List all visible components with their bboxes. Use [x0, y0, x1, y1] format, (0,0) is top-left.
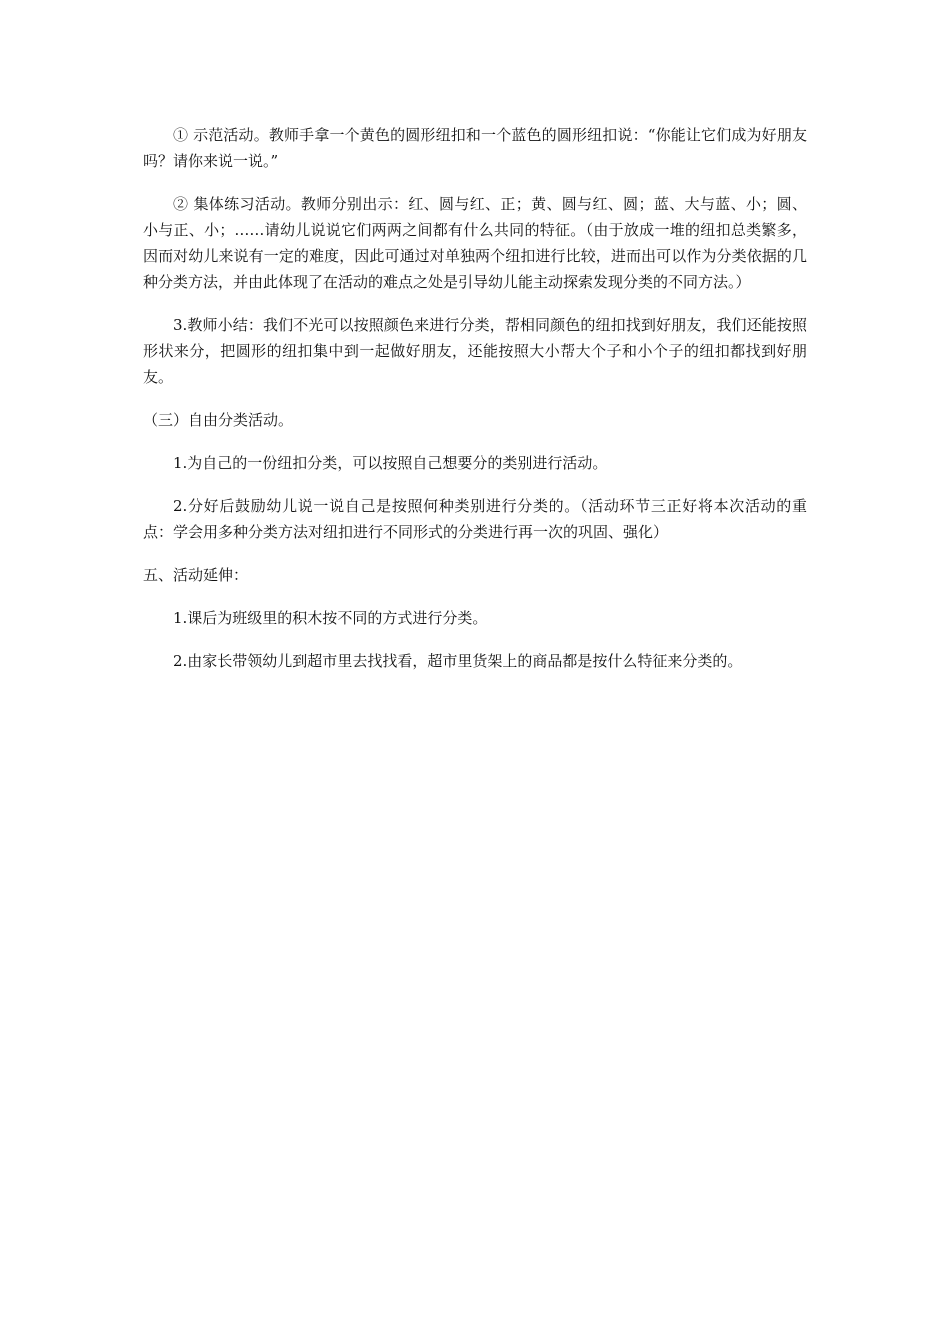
paragraph-free-step-2: 2.分好后鼓励幼儿说一说自己是按照何种类别进行分类的。（活动环节三正好将本次活动的重点：学会用多种分类方法对纽扣进行不同形式的分类进行再一次的巩固、强化） — [143, 497, 807, 541]
section-heading-extension: 五、活动延伸： — [143, 566, 249, 584]
paragraph-group-practice: ② 集体练习活动。教师分别出示：红、圆与红、正；黄、圆与红、圆；蓝、大与蓝、小；圆、小与正、小；……请幼儿说说它们两两之间都有什么共同的特征。（由于放成一堆的纽扣总类繁多，因而对幼儿来说有一定的难度，因此可通过对单独两个纽扣进行比较，进而出可以作为分类依据的几种分类方法，并由此体现了在活动的难点之处是引导幼儿能主动探索发现分类的不同方法。） — [143, 195, 807, 291]
paragraph-free-step-1: 1.为自己的一份纽扣分类，可以按照自己想要分的类别进行活动。 — [173, 454, 608, 472]
paragraph-demo-activity: ① 示范活动。教师手拿一个黄色的圆形纽扣和一个蓝色的圆形纽扣说：“你能让它们成为好朋友吗？请你来说一说。” — [143, 126, 807, 170]
paragraph-extension-2: 2.由家长带领幼儿到超市里去找找看，超市里货架上的商品都是按什么特征来分类的。 — [173, 652, 743, 670]
section-heading-free-classification: （三）自由分类活动。 — [143, 411, 294, 429]
paragraph-teacher-summary: 3.教师小结：我们不光可以按照颜色来进行分类，帮相同颜色的纽扣找到好朋友，我们还能按照形状来分，把圆形的纽扣集中到一起做好朋友，还能按照大小帮大个子和小个子的纽扣都找到好朋友。 — [143, 316, 807, 386]
document-body — [143, 122, 807, 691]
paragraph-extension-1: 1.课后为班级里的积木按不同的方式进行分类。 — [173, 609, 488, 627]
